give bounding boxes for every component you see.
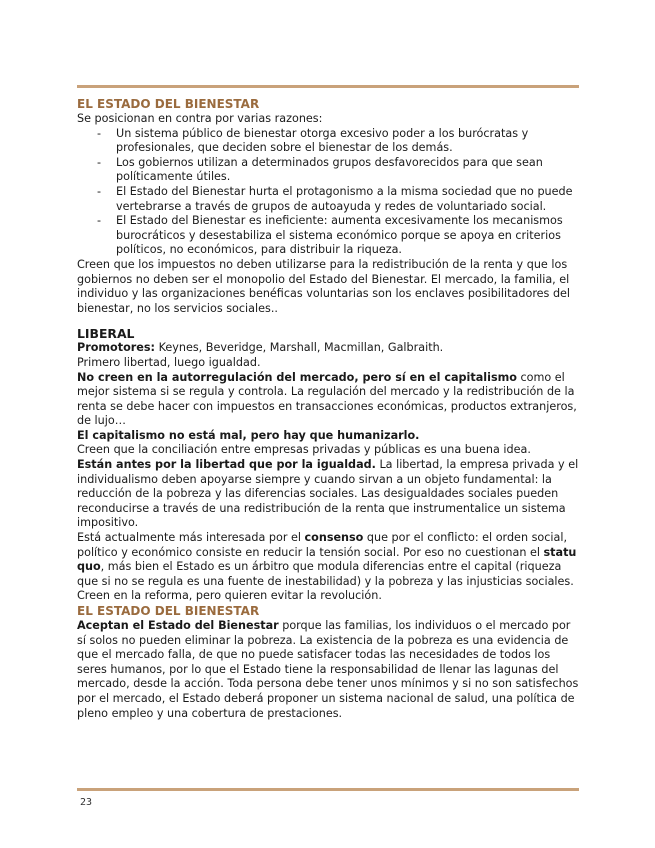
bold-phrase: Aceptan el Estado del Bienestar bbox=[77, 619, 279, 632]
liberal-motto: Primero libertad, luego igualdad. bbox=[77, 355, 261, 369]
list-item: - El Estado del Bienestar hurta el protagonismo a la misma sociedad que no puede vertebrarse a través de grupos de autoayuda y redes de voluntariado social. bbox=[77, 185, 579, 214]
page-number: 23 bbox=[80, 797, 93, 808]
section-heading-estado-bienestar-2: EL ESTADO DEL BIENESTAR bbox=[77, 604, 260, 618]
liberal-paragraph bbox=[77, 429, 579, 444]
list-item: - Un sistema público de bienestar otorga excesivo poder a los burócratas y profesionales, que deciden sobre el bienestar de los demás. bbox=[77, 127, 579, 156]
paragraph-text: La libertad, la empresa privada y el individualismo deben apoyarse siempre y cuando sirvan a un objeto fundamental: la reducción de la pobreza y las diferencias sociales. Las desigualdades sociales pueden reconducirse a través de una redistribución de la renta que instrumentalice un sistema impositivo. bbox=[77, 458, 579, 530]
paragraph-text: , más bien el Estado es un árbitro que modula diferencias entre el capital (riqueza que si no se regula es una fuente de inestabilidad) y la pobreza y las injusticias sociales. bbox=[77, 560, 574, 588]
page-content bbox=[77, 97, 579, 721]
list-item: - Los gobiernos utilizan a determinados grupos desfavorecidos para que sean políticamente útiles. bbox=[77, 156, 579, 185]
acceptance-paragraph bbox=[77, 619, 579, 721]
promoters-text: Keynes, Beveridge, Marshall, Macmillan, Galbraith. bbox=[155, 341, 444, 355]
bold-phrase: consenso bbox=[304, 531, 364, 545]
liberal-paragraph: Creen que la conciliación entre empresas privadas y públicas es una buena idea. bbox=[77, 443, 531, 457]
paragraph-text: Está actualmente más interesada por el bbox=[77, 531, 305, 545]
list-item: - El Estado del Bienestar es ineficiente: aumenta excesivamente los mecanismos burocráticos y desestabiliza el sistema económico porque se apoya en criterios políticos, no económicos, para distribuir la riqueza. bbox=[77, 214, 579, 258]
promoters-line bbox=[77, 341, 579, 356]
bold-phrase: statu quo bbox=[77, 545, 577, 574]
section-heading-estado-bienestar: EL ESTADO DEL BIENESTAR bbox=[77, 97, 260, 111]
paragraph-text: porque las familias, los individuos o el mercado por sí solos no pueden eliminar la pobreza. La existencia de la pobreza es una evidencia de que el mercado falla, de que no puede satisfacer todas las necesidades de todos los seres humanos, por lo que el Estado tiene la responsabilidad de llenar las lagunas del mercado, desde la acción. Toda persona debe tener unos mínimos y si no son satisfechos por el mercado, el Estado deberá proponer un sistema nacional de salud, una política de pleno empleo y una cobertura de prestaciones. bbox=[77, 619, 579, 720]
bold-phrase: El capitalismo no está mal, pero hay que humanizarlo. bbox=[77, 428, 420, 442]
reasons-list bbox=[77, 127, 579, 258]
top-divider bbox=[77, 85, 579, 88]
liberal-paragraph bbox=[77, 458, 579, 531]
liberal-paragraph: Creen en la reforma, pero quieren evitar la revolución. bbox=[77, 589, 382, 603]
liberal-paragraph bbox=[77, 531, 579, 589]
section-heading-liberal: LIBERAL bbox=[77, 326, 135, 342]
bottom-divider bbox=[77, 788, 579, 791]
liberal-paragraph bbox=[77, 371, 579, 429]
paragraph-text: como el mejor sistema si se regula y controla. La regulación del mercado y la redistribución de la renta se debe hacer con impuestos en transacciones económicas, productos extranjeros, de lujo… bbox=[77, 370, 577, 428]
section-intro: Se posicionan en contra por varias razones: bbox=[77, 112, 323, 125]
section-closing: Creen que los impuestos no deben utilizarse para la redistribución de la renta y que los gobiernos no deben ser el monopolio del Estado del Bienestar. El mercado, la familia, el individuo y las organizaciones benéficas voluntarias son los enclaves posibilitadores del bienestar, no los servicios sociales.. bbox=[77, 257, 571, 315]
bold-phrase: Están antes por la libertad que por la igualdad. bbox=[77, 458, 376, 472]
promoters-label: Promotores: bbox=[77, 341, 156, 355]
paragraph-text: que por el conflicto: el orden social, político y económico consiste en reducir la tensión social. Por eso no cuestionan el bbox=[77, 531, 568, 559]
bold-phrase: No creen en la autorregulación del mercado, pero sí en el capitalismo bbox=[77, 370, 517, 384]
